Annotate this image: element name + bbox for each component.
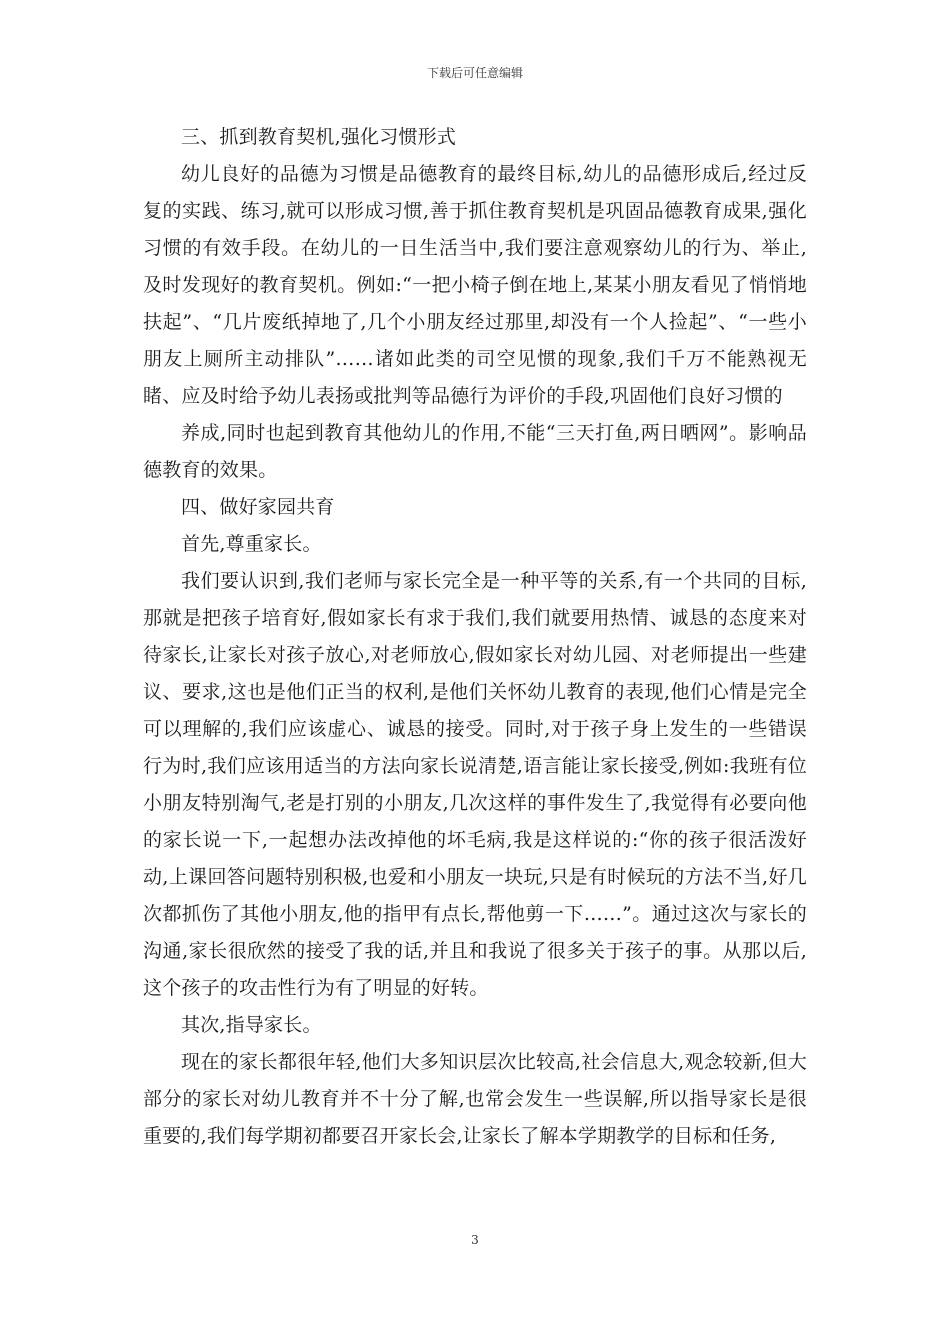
paragraph: 幼儿良好的品德为习惯是品德教育的最终目标,幼儿的品德形成后,经过反复的实践、练习,就可以形成习惯,善于抓住教育契机是巩固品德教育成果,强化习惯的有效手段。在幼儿的一日生活当中,我们要注意观察幼儿的行为、举止,及时发现好的教育契机。例如:“一把小椅子倒在地上,某某小朋友看见了悄悄地扶起”、“几片废纸掉地了,几个小朋友经过那里,却没有一个人捡起”、“一些小朋友上厕所主动排队”……诸如此类的司空见惯的现象,我们千万不能熟视无睹、应及时给予幼儿表扬或批判等品德行为评价的手段,巩固他们良好习惯的 <box>143 163 807 407</box>
subheading-second: 其次,指导家长。 <box>181 1014 322 1036</box>
subheading-first: 首先,尊重家长。 <box>181 533 322 555</box>
paragraph: 我们要认识到,我们老师与家长完全是一种平等的关系,有一个共同的目标,那就是把孩子培育好,假如家长有求于我们,我们就要用热情、诚恳的态度来对待家长,让家长对孩子放心,对老师放心,假如家长对幼儿园、对老师提出一些建议、要求,这也是他们正当的权利,是他们关怀幼儿教育的表现,他们心情是完全可以理解的,我们应该虚心、诚恳的接受。同时,对于孩子身上发生的一些错误行为时,我们应该用适当的方法向家长说清楚,语言能让家长接受,例如:我班有位小朋友特别淘气,老是打别的小朋友,几次这样的事件发生了,我觉得有必要向他的家长说一下,一起想办法改掉他的坏毛病,我是这样说的:“你的孩子很活泼好动,上课回答问题特别积极,也爱和小朋友一块玩,只是有时候玩的方法不当,好几次都抓伤了其他小朋友,他的指甲有点长,帮他剪一下……”。通过这次与家长的沟通,家长很欣然的接受了我的话,并且和我说了很多关于孩子的事。从那以后,这个孩子的攻击性行为有了明显的好转。 <box>143 570 807 999</box>
section-heading-4: 四、做好家园共育 <box>181 496 335 518</box>
paragraph: 养成,同时也起到教育其他幼儿的作用,不能“三天打鱼,两日晒网”。影响品德教育的效果。 <box>143 422 807 481</box>
paragraph: 现在的家长都很年轻,他们大多知识层次比较高,社会信息大,观念较新,但大部分的家长对幼儿教育并不十分了解,也常会发生一些误解,所以指导家长是很重要的,我们每学期初都要召开家长会,让家长了解本学期教学的目标和任务, <box>143 1051 807 1147</box>
document-body <box>143 119 807 1155</box>
page-number: 3 <box>471 1233 479 1247</box>
page-header: 下载后可任意编辑 <box>426 66 523 80</box>
section-heading-3: 三、抓到教育契机,强化习惯形式 <box>181 126 457 148</box>
